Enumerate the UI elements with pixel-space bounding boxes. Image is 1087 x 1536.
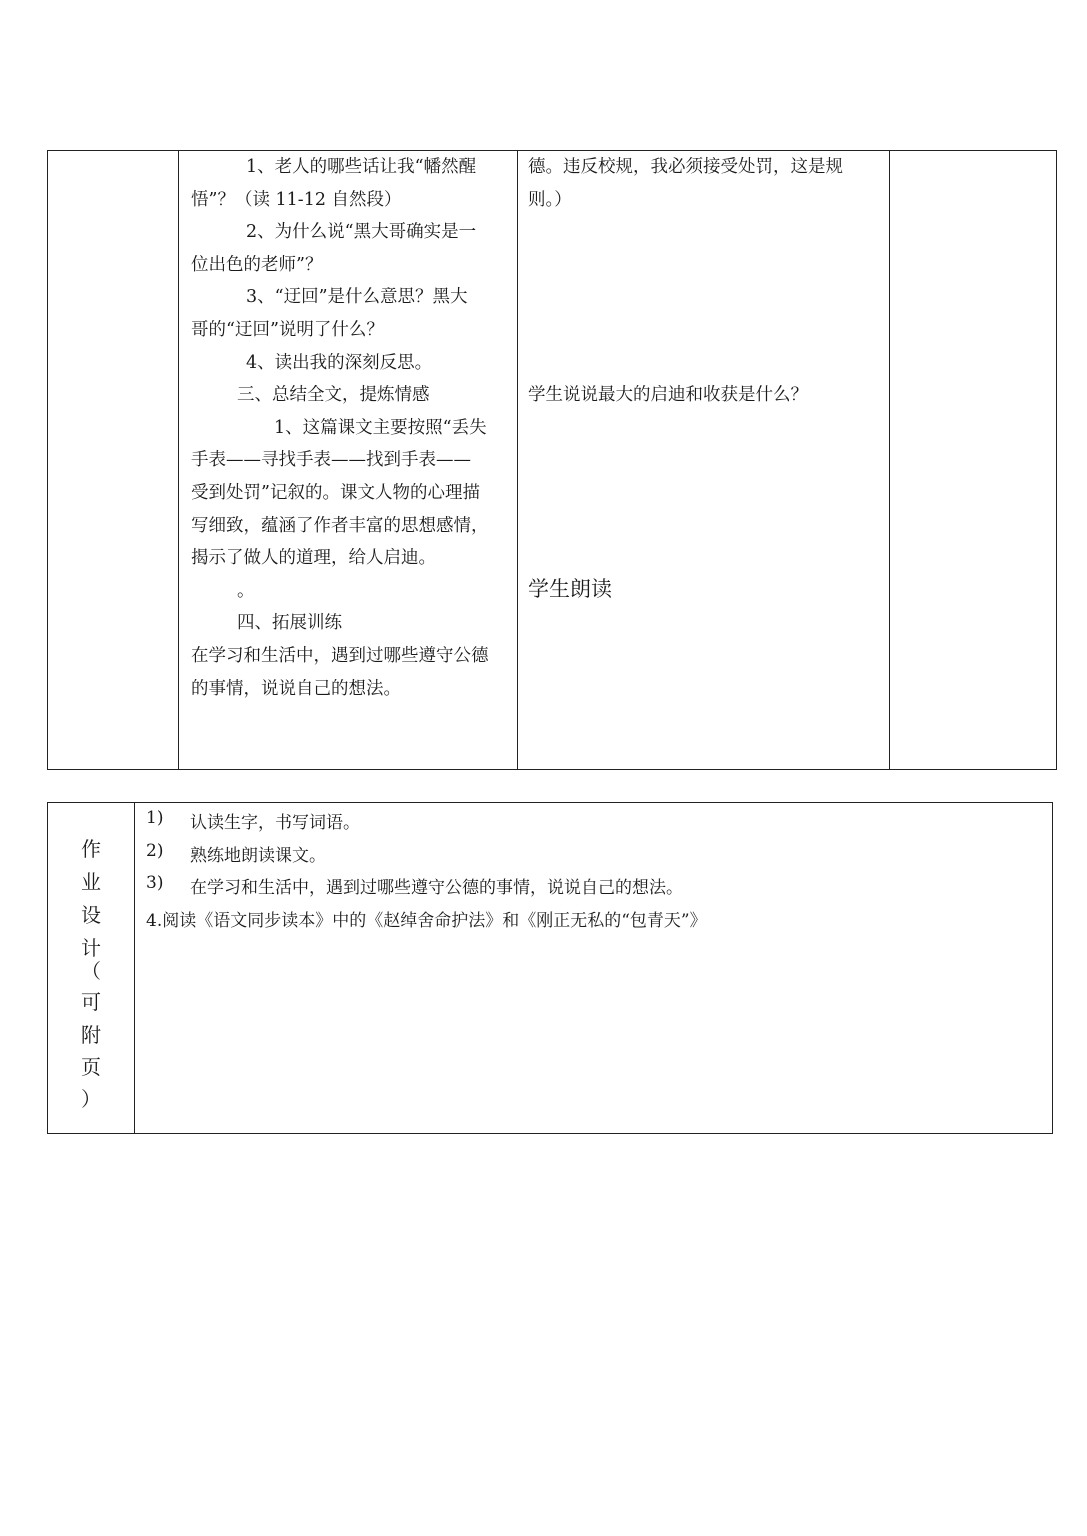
label-char: 计: [81, 936, 101, 960]
step-line: 写细致，蕴涵了作者丰富的思想感情，: [191, 515, 489, 536]
label-char: 可: [81, 990, 101, 1014]
section-heading: 四、拓展训练: [237, 613, 342, 634]
step-line: 手表——寻找手表——找到手表——: [191, 450, 471, 471]
label-char: 作: [81, 837, 101, 861]
label-char: 页: [81, 1055, 101, 1079]
step-line: 在学习和生活中，遇到过哪些遵守公德: [191, 645, 489, 666]
activity-line: 则。）: [528, 189, 572, 210]
step-line: 揭示了做人的道理，给人启迪。: [191, 548, 436, 569]
item-number: 1): [146, 808, 164, 828]
activity-line: 学生朗读: [528, 577, 612, 601]
teaching-steps-cell: [191, 151, 511, 705]
item-text: 在学习和生活中，遇到过哪些遵守公德的事情，说说自己的想法。: [190, 878, 683, 898]
item-text: 熟练地朗读课文。: [190, 846, 326, 866]
activity-line: 德。违反校规，我必须接受处罚，这是规: [528, 157, 843, 177]
activity-line: 学生说说最大的启迪和收获是什么？: [528, 385, 808, 405]
student-activity-cell: [528, 151, 883, 216]
step-line: 哥的“迂回”说明了什么？: [191, 319, 384, 340]
label-char: 设: [81, 903, 101, 927]
step-line: 悟”？（读 11-12 自然段）: [191, 189, 402, 210]
section-heading: 三、总结全文，提炼情感: [237, 385, 430, 406]
step-line: 4、读出我的深刻反思。: [246, 352, 433, 373]
item-number: 3): [146, 873, 164, 893]
step-line: 位出色的老师”？: [191, 254, 323, 275]
step-line: 1、这篇课文主要按照“丢失: [274, 417, 487, 438]
label-char: ）: [81, 1087, 101, 1111]
step-line: 。: [237, 580, 255, 601]
label-char: 业: [81, 870, 101, 894]
item-text: 认读生字，书写词语。: [190, 813, 360, 833]
step-line: 2、为什么说“黑大哥确实是一: [246, 222, 477, 243]
step-line: 3、“迂回”是什么意思？黑大: [246, 287, 468, 308]
step-line: 受到处罚”记叙的。课文人物的心理描: [191, 482, 480, 503]
item-number: 2): [146, 841, 164, 861]
homework-item: 4.阅读《语文同步读本》中的《赵绰舍命护法》和《刚正无私的“包青天”》: [146, 911, 707, 931]
step-line: 1、老人的哪些话让我“幡然醒: [246, 157, 477, 177]
step-line: 的事情，说说自己的想法。: [191, 678, 401, 699]
label-char: （: [81, 959, 101, 983]
label-char: 附: [81, 1023, 101, 1047]
